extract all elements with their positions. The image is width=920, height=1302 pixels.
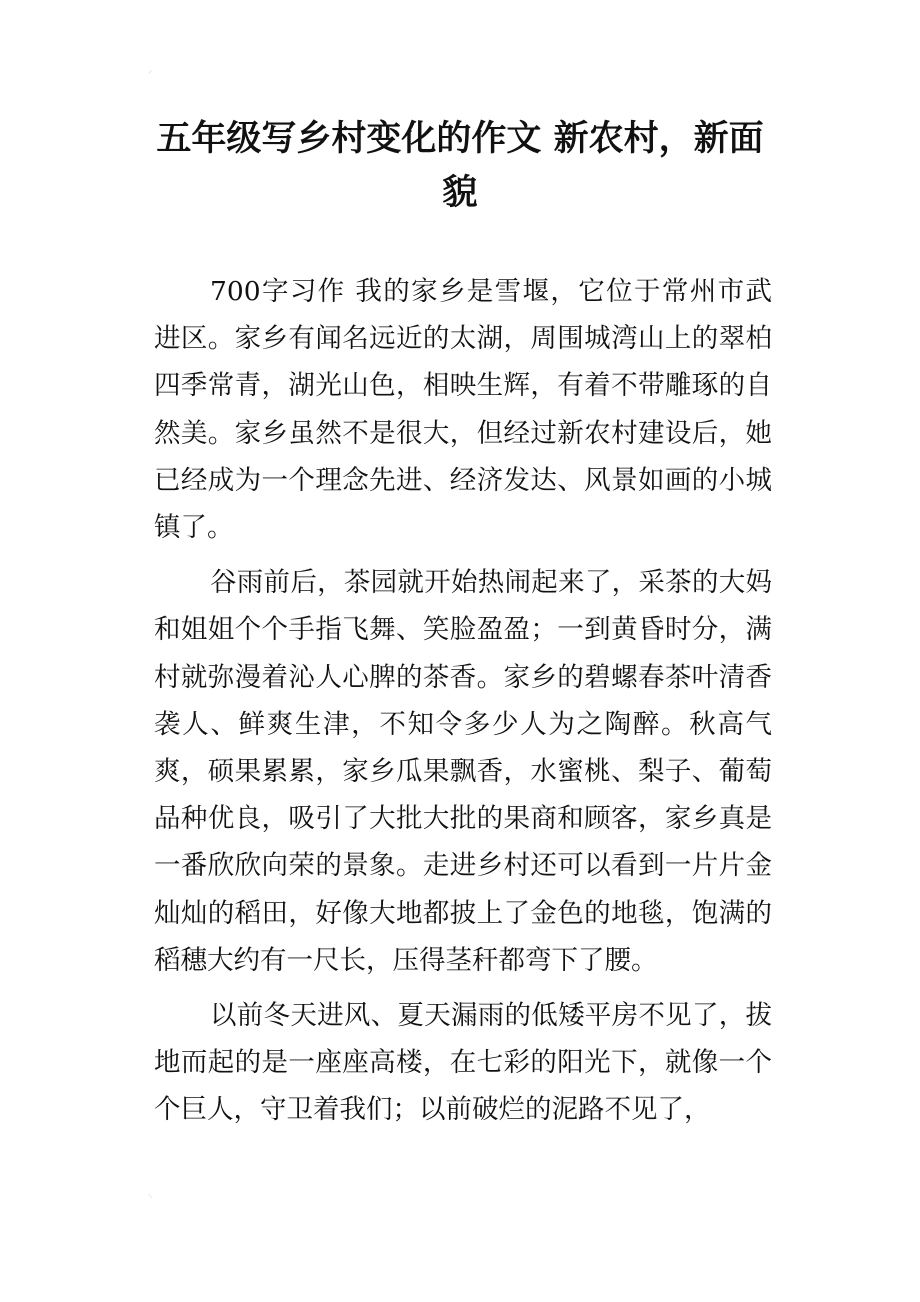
- document-title: 五年级写乡村变化的作文 新农村，新面貌: [156, 119, 764, 213]
- paragraph: 以前冬天进风、夏天漏雨的低矮平房不见了，拔地而起的是一座座高楼，在七彩的阳光下，就像一个个巨人，守卫着我们；以前破烂的泥路不见了，: [154, 1000, 772, 1126]
- paragraph: 700字习作 我的家乡是雪堰，它位于常州市武进区。家乡有闻名远近的太湖，周围城湾山上的翠柏四季常青，湖光山色，相映生辉，有着不带雕琢的自然美。家乡虽然不是很大，但经过新农村建设后，她已经成为一个理念先进、经济发达、风景如画的小城镇了。: [154, 276, 772, 544]
- corner-mark-icon: ⸜: [148, 1190, 153, 1200]
- paragraph: 谷雨前后，茶园就开始热闹起来了，采茶的大妈和姐姐个个手指飞舞、笑脸盈盈；一到黄昏时分，满村就弥漫着沁人心脾的茶香。家乡的碧螺春茶叶清香袭人、鲜爽生津，不知令多少人为之陶醉。秋高气爽，硕果累累，家乡瓜果飘香，水蜜桃、梨子、葡萄品种优良，吸引了大批大批的果商和顾客，家乡真是一番欣欣向荣的景象。走进乡村还可以看到一片片金灿灿的稻田，好像大地都披上了金色的地毯，饱满的稻穗大约有一尺长，压得茎秆都弯下了腰。: [154, 567, 772, 976]
- corner-mark-icon: ⸝: [148, 66, 153, 76]
- document-body: [154, 268, 772, 1142]
